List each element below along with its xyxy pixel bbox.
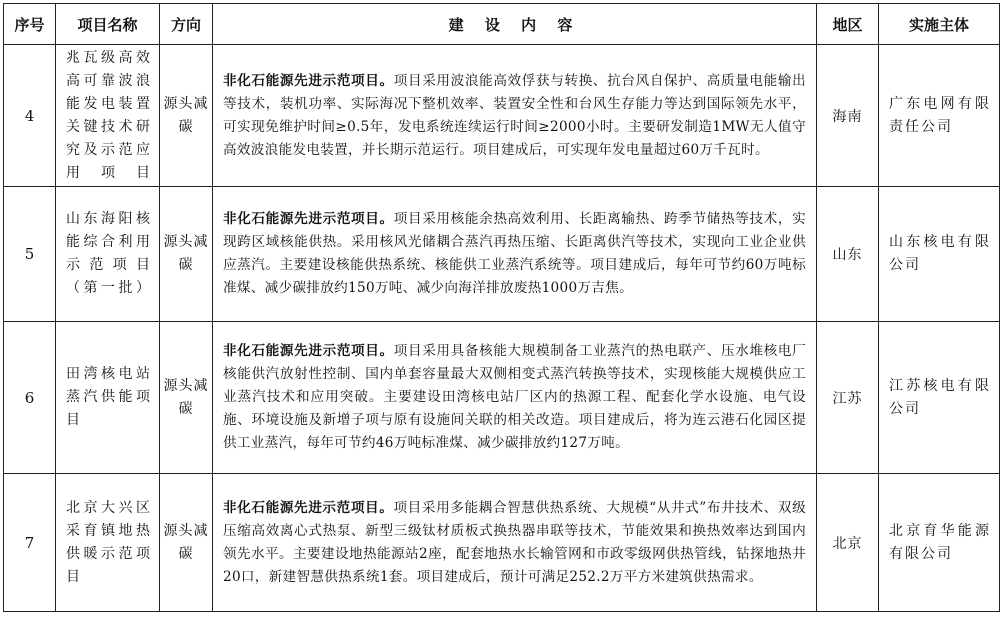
row-content-lead: 非化石能源先进示范项目。 <box>223 72 394 89</box>
row-seq: 7 <box>4 474 56 612</box>
row-direction: 源头减碳 <box>160 322 213 474</box>
header-name: 项目名称 <box>56 4 160 45</box>
header-row <box>4 4 1000 45</box>
row-content-lead: 非化石能源先进示范项目。 <box>223 343 394 359</box>
row-content-lead: 非化石能源先进示范项目。 <box>223 211 394 227</box>
row-name: 田湾核电站蒸汽供能项目 <box>56 322 160 474</box>
table-row <box>4 45 1000 187</box>
row-name: 北京大兴区采育镇地热供暖示范项目 <box>56 474 160 612</box>
row-content <box>213 474 817 612</box>
row-content-text: 项目采用具备核能大规模制备工业蒸汽的热电联产、压水堆核电厂核能供汽放射性控制、国内单套容量最大双侧相变式蒸汽转换等技术，实现核能大规模供应工业蒸汽技术和应用突破。主要建设田湾核电站厂区内的热源工程、配套化学水设施、电气设施、环境设施及新增子项与原有设施间关联的相关改造。项目建成后，将为连云港石化园区提供工业蒸汽，每年可节约46万吨标准煤、减少碳排放约127万吨。 <box>223 343 806 451</box>
table-row <box>4 322 1000 474</box>
row-content-lead: 非化石能源先进示范项目。 <box>223 499 394 516</box>
row-region: 江苏 <box>817 322 879 474</box>
row-name: 山东海阳核能综合利用示范项目（第一批） <box>56 187 160 322</box>
row-direction: 源头减碳 <box>160 45 213 187</box>
row-name: 兆瓦级高效高可靠波浪能发电装置关键技术研究及示范应用项目 <box>56 45 160 187</box>
row-seq: 5 <box>4 187 56 322</box>
row-content-text: 项目采用波浪能高效俘获与转换、抗台风自保护、高质量电能输出等技术，装机功率、实际海况下整机效率、装置安全性和台风生存能力等达到国际领先水平，可实现免维护时间≥0.5年，发电系统连续运行时间≥2000小时。主要研发制造1MW无人值守高效波浪能发电装置，并长期示范运行。项目建成后，可实现年发电量超过60万千瓦时。 <box>223 72 806 158</box>
row-content-text: 项目采用核能余热高效利用、长距离输热、跨季节储热等技术，实现跨区域核能供热。采用核风光储耦合蒸汽再热压缩、长距离供汽等技术，实现向工业企业供应蒸汽。主要建设核能供热系统、核能供工业蒸汽系统等。项目建成后，每年可节约60万吨标准煤、减少碳排放约150万吨、减少向海洋排放废热1000万吉焦。 <box>223 211 806 296</box>
header-seq: 序号 <box>4 4 56 45</box>
row-region: 海南 <box>817 45 879 187</box>
row-seq: 6 <box>4 322 56 474</box>
header-org: 实施主体 <box>879 4 1000 45</box>
row-seq: 4 <box>4 45 56 187</box>
row-content-text: 项目采用多能耦合智慧供热系统、大规模“从井式”布井技术、双级压缩高效离心式热泵、新型三级钛材质板式换热器串联等技术，节能效果和换热效率达到国内领先水平。主要建设地热能源站2座，配套地热水长输管网和市政零级网供热管线，钻探地热井20口，新建智慧供热系统1套。项目建成后，预计可满足252.2万平方米建筑供热需求。 <box>223 499 806 585</box>
row-content <box>213 45 817 187</box>
row-org: 江苏核电有限公司 <box>879 322 1000 474</box>
row-region: 北京 <box>817 474 879 612</box>
table-row <box>4 474 1000 612</box>
row-direction: 源头减碳 <box>160 474 213 612</box>
row-org: 山东核电有限公司 <box>879 187 1000 322</box>
row-direction: 源头减碳 <box>160 187 213 322</box>
row-org: 北京育华能源有限公司 <box>879 474 1000 612</box>
row-region: 山东 <box>817 187 879 322</box>
row-org: 广东电网有限责任公司 <box>879 45 1000 187</box>
header-content: 建 设 内 容 <box>213 4 817 45</box>
table-row <box>4 187 1000 322</box>
projects-table <box>3 3 1000 612</box>
header-direction: 方向 <box>160 4 213 45</box>
row-content <box>213 322 817 474</box>
row-content <box>213 187 817 322</box>
header-region: 地区 <box>817 4 879 45</box>
